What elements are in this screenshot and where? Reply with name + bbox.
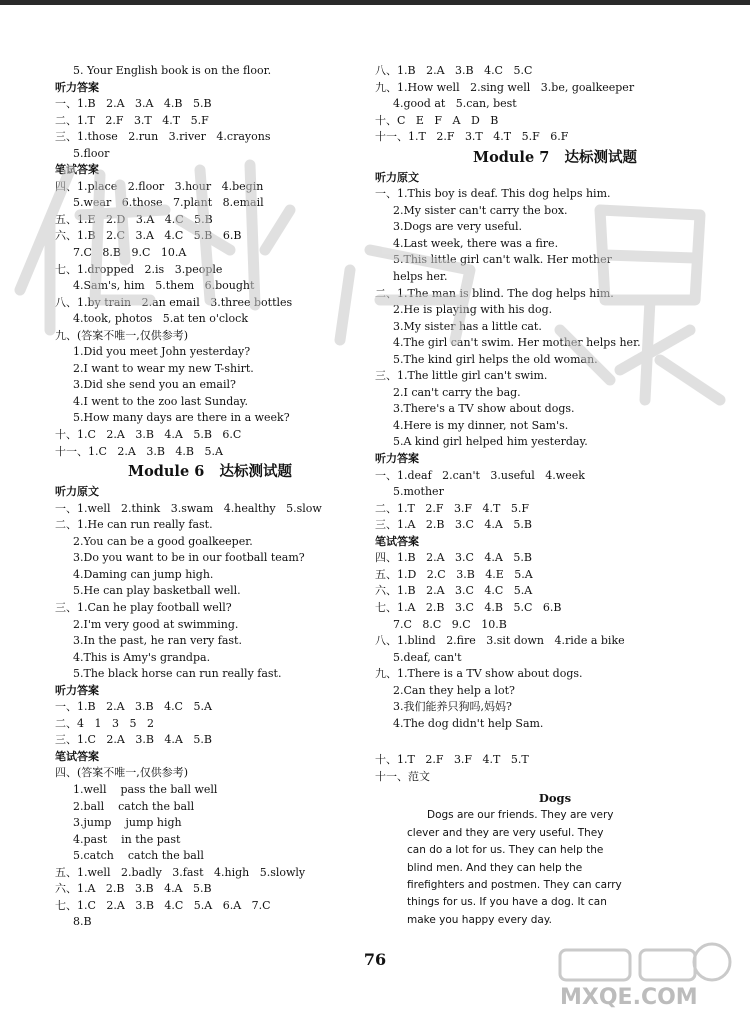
subsection-label: 笔试答案: [55, 749, 99, 763]
section-heading: Module 7 达标测试题: [473, 148, 637, 166]
answer-line: 3.Did she send you an email?: [73, 378, 236, 392]
answer-line: 2.I'm very good at swimming.: [73, 617, 239, 631]
answer-line: 七、1.C 2.A 3.B 4.C 5.A 6.A 7.C: [55, 898, 271, 912]
answer-line: 5.The kind girl helps the old woman.: [393, 352, 598, 366]
answer-line: 4.Sam's, him 5.them 6.bought: [73, 279, 255, 293]
top-border-line: [0, 0, 750, 5]
subsection-label: 笔试答案: [55, 163, 99, 177]
answer-line: 十、1.C 2.A 3.B 4.A 5.B 6.C: [55, 428, 242, 442]
answer-line: 5.mother: [393, 485, 444, 499]
answer-line: 2.He is playing with his dog.: [393, 303, 553, 317]
answer-line: 2.I want to wear my new T-shirt.: [73, 361, 254, 375]
answer-line: 三、1.C 2.A 3.B 4.A 5.B: [55, 733, 212, 747]
answer-line: 3.In the past, he ran very fast.: [73, 634, 242, 648]
answer-line: 3.jump jump high: [73, 816, 182, 830]
answer-line: 五、1.E 2.D 3.A 4.C 5.B: [55, 212, 213, 226]
answer-line: 5.floor: [73, 146, 110, 160]
answer-line: 十、1.T 2.F 3.F 4.T 5.T: [375, 753, 529, 767]
section-heading: Module 6 达标测试题: [128, 463, 292, 481]
answer-line: 4.past in the past: [73, 832, 181, 846]
answer-line: 8.B: [73, 915, 92, 929]
answer-line: 七、1.A 2.B 3.C 4.B 5.C 6.B: [375, 600, 562, 614]
answer-line: 2.I can't carry the bag.: [393, 385, 521, 399]
answer-line: 三、1.those 2.run 3.river 4.crayons: [55, 130, 271, 144]
circled-answer-line: [375, 732, 735, 752]
answer-line: 一、1.B 2.A 3.B 4.C 5.A: [55, 700, 212, 714]
answer-line: 二、1.The man is blind. The dog helps him.: [375, 286, 614, 300]
answer-line: 5.How many days are there in a week?: [73, 411, 290, 425]
answer-line: 5.The black horse can run really fast.: [73, 667, 282, 681]
answer-line: 二、1.T 2.F 3.T 4.T 5.F: [55, 113, 209, 127]
subsection-label: 听力原文: [375, 170, 419, 184]
right-column-answers-end: [375, 752, 735, 785]
subsection-label: 听力原文: [55, 485, 99, 499]
answer-line: 二、1.He can run really fast.: [55, 518, 213, 532]
answer-line: 九、(答案不唯一,仅供参考): [55, 328, 189, 342]
subsection-label: 笔试答案: [375, 534, 419, 548]
answer-line: 1.Did you meet John yesterday?: [73, 345, 251, 359]
answer-line: 4.This is Amy's grandpa.: [73, 650, 211, 664]
answer-line: 4.Here is my dinner, not Sam's.: [393, 418, 569, 432]
page-number: 76: [363, 950, 387, 969]
answer-line: 4.The dog didn't help Sam.: [393, 716, 544, 730]
answer-line: 六、1.B 2.C 3.A 4.C 5.B 6.B: [55, 229, 242, 243]
answer-line: 3.我们能养只狗吗,妈妈?: [393, 700, 512, 714]
answer-line: 九、1.There is a TV show about dogs.: [375, 667, 583, 681]
answer-line: 3.There's a TV show about dogs.: [393, 402, 575, 416]
answer-line: 八、1.B 2.A 3.B 4.C 5.C: [375, 64, 533, 77]
answer-line: 7.C 8.B 9.C 10.A: [73, 246, 187, 260]
subsection-label: 听力答案: [55, 683, 99, 697]
answer-line: 五、1.well 2.badly 3.fast 4.high 5.slowly: [55, 865, 306, 879]
answer-line: 二、1.T 2.F 3.F 4.T 5.F: [375, 501, 530, 515]
answer-line: 六、1.B 2.A 3.C 4.C 5.A: [375, 584, 533, 598]
answer-line: 2.Can they help a lot?: [393, 683, 515, 697]
answer-line: 三、1.A 2.B 3.C 4.A 5.B: [375, 518, 532, 532]
answer-line: 十一、1.T 2.F 3.T 4.T 5.F 6.F: [375, 130, 569, 144]
answer-line: 十、C E F A D B: [375, 113, 499, 127]
answer-line: 4.good at 5.can, best: [393, 97, 517, 111]
answer-line: 3.Dogs are very useful.: [393, 220, 523, 234]
answer-line: 一、1.B 2.A 3.A 4.B 5.B: [55, 97, 212, 111]
answer-line: 一、1.This boy is deaf. This dog helps him.: [375, 187, 611, 201]
subsection-label: 听力答案: [375, 452, 419, 466]
answer-line: 三、1.The little girl can't swim.: [375, 369, 548, 383]
answer-line: 六、1.A 2.B 3.B 4.A 5.B: [55, 882, 212, 896]
answer-line: 2.My sister can't carry the box.: [393, 203, 568, 217]
answer-line: 3.My sister has a little cat.: [393, 319, 542, 333]
svg-text:MXQE.COM: MXQE.COM: [560, 985, 698, 1009]
answer-line: 四、(答案不唯一,仅供参考): [55, 766, 189, 780]
answer-line: 七、1.dropped 2.is 3.people: [55, 262, 223, 276]
answer-line: 2.You can be a good goalkeeper.: [73, 534, 253, 548]
essay-title: Dogs: [538, 791, 572, 806]
answer-line: 1.well pass the ball well: [73, 782, 218, 796]
answer-line: 一、1.deaf 2.can't 3.useful 4.week: [375, 468, 585, 482]
answer-line: 5.This little girl can't walk. Her mother: [393, 253, 612, 267]
answer-line: 5.He can play basketball well.: [73, 584, 241, 598]
right-column-answers: [375, 63, 735, 732]
answer-line: 八、1.by train 2.an email 3.three bottles: [55, 295, 293, 309]
answer-line: 三、1.Can he play football well?: [55, 600, 232, 614]
answer-line: 五、1.D 2.C 3.B 4.E 5.A: [375, 567, 533, 581]
answer-line: 5.A kind girl helped him yesterday.: [393, 435, 588, 449]
answer-line: 4.The girl can't swim. Her mother helps her.: [393, 336, 641, 350]
answer-line: 4.took, photos 5.at ten o'clock: [73, 312, 249, 326]
answer-line: 5.wear 6.those 7.plant 8.email: [73, 196, 264, 210]
answer-line: 九、1.How well 2.sing well 3.be, goalkeeper: [375, 80, 635, 94]
answer-line: 十一、1.C 2.A 3.B 4.B 5.A: [55, 444, 223, 458]
answer-line: 4.Last week, there was a fire.: [393, 236, 559, 250]
answer-line: 3.Do you want to be in our football team?: [73, 551, 305, 565]
answer-line: helps her.: [393, 270, 448, 284]
answer-line: 十一、范文: [375, 769, 430, 783]
answer-line: 四、1.place 2.floor 3.hour 4.begin: [55, 179, 264, 193]
answer-line: 5.deaf, can't: [393, 650, 462, 664]
essay-body: Dogs are our friends. They are very clever and they are very useful. They can do a lot for us. They can help the blind men. And they can help the firefighters and postmen. They can carry things for us. If you have a dog. It can make you happy every day.: [407, 809, 622, 926]
answer-line: 5. Your English book is on the floor.: [73, 64, 272, 77]
answer-line: 5.catch catch the ball: [73, 849, 204, 863]
answer-line: 4.I went to the zoo last Sunday.: [73, 394, 249, 408]
right-column: [375, 63, 735, 929]
answer-line: 一、1.well 2.think 3.swam 4.healthy 5.slow: [55, 501, 322, 515]
answer-line: 四、1.B 2.A 3.C 4.A 5.B: [375, 551, 532, 565]
left-column: [55, 63, 365, 931]
answer-line: 2.ball catch the ball: [73, 799, 195, 813]
answer-line: 7.C 8.C 9.C 10.B: [393, 617, 507, 631]
answer-line: 4.Daming can jump high.: [73, 567, 214, 581]
answer-line: 八、1.blind 2.fire 3.sit down 4.ride a bike: [375, 634, 625, 648]
subsection-label: 听力答案: [55, 80, 99, 94]
answer-line: 二、4 1 3 5 2: [55, 716, 154, 730]
